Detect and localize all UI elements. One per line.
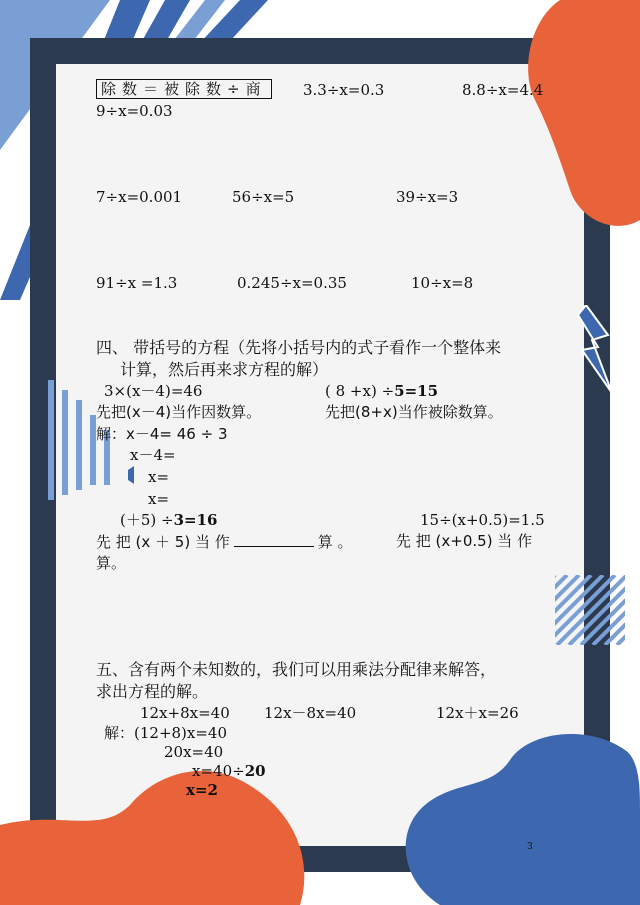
bottom-left-orange-blob [0,765,310,905]
equation: 8.8÷x=4.4 [462,81,544,99]
equation: 56÷x=5 [232,188,295,206]
solution-step: x－4= [130,446,176,464]
hint: 先把(8+x)当作被除数算。 [325,403,503,421]
solution-step: 解：(12+8)x=40 [104,724,228,742]
hint: 先把(x－4)当作因数算。 [96,403,262,421]
equation: 12x＋x=26 [436,704,519,722]
equation: 3.3÷x=0.3 [303,81,385,99]
top-right-orange-blob [520,0,640,230]
rule-box: 除数＝被除数÷商 [96,79,272,99]
lightning-icon [578,305,618,395]
hint: 先 把 (x+0.5) 当 作 [396,532,533,550]
equation: ( 8 +x) ÷5=15 [325,382,439,400]
solution-step: x=40÷20 [192,762,266,780]
equation: (＋5) ÷3=16 [120,511,218,529]
section-heading: 四、 带括号的方程（先将小括号内的式子看作一个整体来 [96,338,502,357]
section-heading: 五、含有两个未知数的，我们可以用乘法分配律来解答， [96,660,497,679]
equation: 7÷x=0.001 [96,188,183,206]
equation: 3×(x－4)=46 [104,382,203,400]
equation: 10÷x=8 [411,274,474,292]
hint: 先 把 (x ＋ 5) 当 作 算 。 [96,533,353,551]
equation: 91÷x =1.3 [96,274,178,292]
stripe-pattern [555,575,625,645]
bottom-blue-blob [400,730,640,905]
solution-step: x= [148,490,170,508]
solution-step: 解：x－4= 46 ÷ 3 [96,425,228,443]
page-number: 3 [527,842,533,852]
equation: 12x+8x=40 [140,704,230,722]
section-heading-cont: 求出方程的解。 [96,682,209,701]
equation: 9÷x=0.03 [96,102,173,120]
equation: 39÷x=3 [396,188,459,206]
equation: 0.245÷x=0.35 [237,274,347,292]
equation: 12x－8x=40 [264,704,357,722]
solution-step: x= [148,468,170,486]
answer-blank[interactable] [234,532,314,547]
equation: 15÷(x+0.5)=1.5 [420,511,545,529]
solution-step: 20x=40 [164,743,224,761]
section-heading-cont: 计算，然后再来求方程的解） [120,360,329,379]
hint: 算。 [96,554,127,572]
solution-step: x=2 [186,781,218,799]
